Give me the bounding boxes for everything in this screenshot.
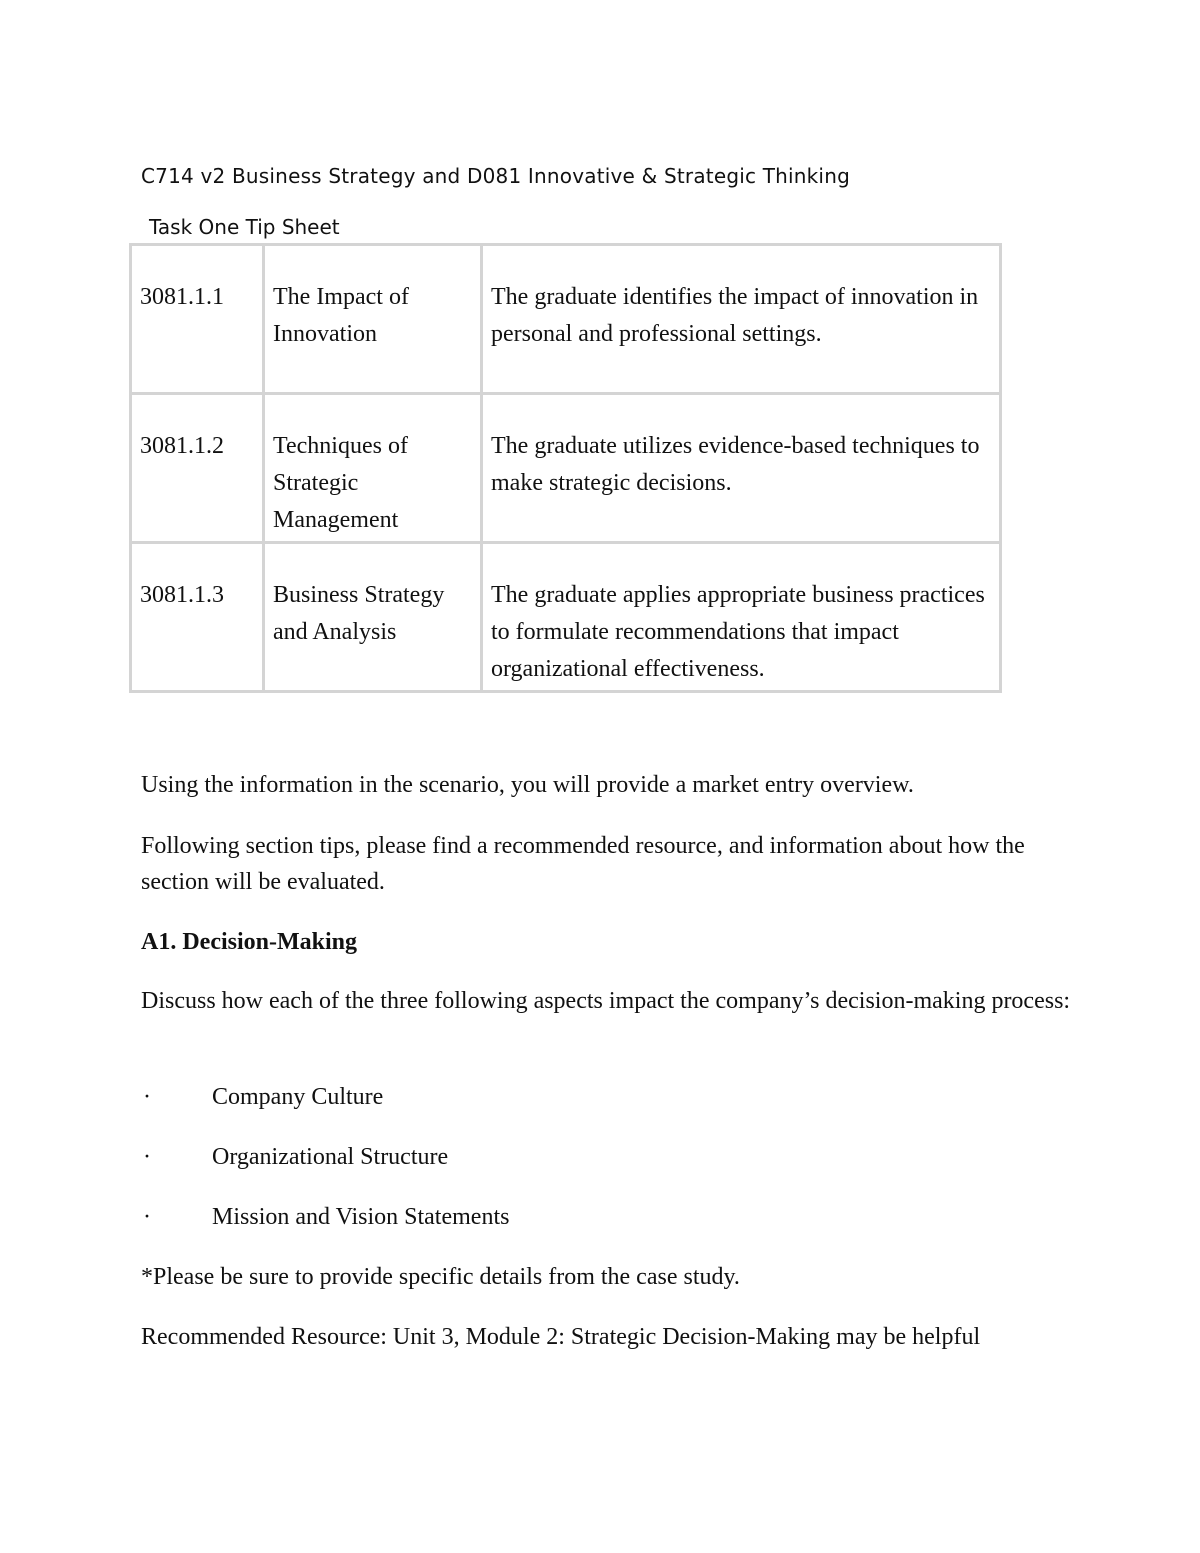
resource-paragraph: Recommended Resource: Unit 3, Module 2: Strategic Decision-Making may be helpful — [141, 1324, 981, 1350]
competency-name: The Impact of Innovation — [264, 245, 482, 394]
competency-name: Techniques of Strategic Management — [264, 394, 482, 543]
competency-code: 3081.1.3 — [131, 543, 264, 692]
list-item — [141, 1199, 1041, 1259]
aspect-list — [141, 1079, 1041, 1259]
table-row — [131, 245, 1001, 394]
bullet-icon: · — [143, 1204, 151, 1230]
table-row — [131, 543, 1001, 692]
competency-code: 3081.1.1 — [131, 245, 264, 394]
list-item — [141, 1139, 1041, 1199]
competency-description: The graduate identifies the impact of innovation in personal and professional settings. — [482, 245, 1001, 394]
competency-name: Business Strategy and Analysis — [264, 543, 482, 692]
note-paragraph: *Please be sure to provide specific details from the case study. — [141, 1264, 740, 1290]
document-subtitle: Task One Tip Sheet — [149, 215, 340, 239]
competency-table — [129, 243, 1002, 693]
bullet-icon: · — [143, 1144, 151, 1170]
competency-code: 3081.1.2 — [131, 394, 264, 543]
list-item-text: Organizational Structure — [212, 1144, 449, 1170]
intro-paragraph: Using the information in the scenario, you will provide a market entry overview. — [141, 772, 914, 798]
list-item-text: Company Culture — [212, 1084, 384, 1110]
section-heading: A1. Decision-Making — [141, 929, 357, 955]
list-item-text: Mission and Vision Statements — [212, 1204, 510, 1230]
list-item — [141, 1079, 1041, 1139]
following-paragraph: Following section tips, please find a recommended resource, and information about how the section will be evaluated. — [141, 833, 1025, 895]
competency-description: The graduate applies appropriate business practices to formulate recommendations that impact organizational effectiveness. — [482, 543, 1001, 692]
bullet-icon: · — [143, 1084, 151, 1110]
table-row — [131, 394, 1001, 543]
competency-description: The graduate utilizes evidence-based techniques to make strategic decisions. — [482, 394, 1001, 543]
document-title: C714 v2 Business Strategy and D081 Innovative & Strategic Thinking — [141, 164, 850, 188]
discuss-paragraph: Discuss how each of the three following aspects impact the company’s decision-making process: — [141, 988, 1071, 1014]
